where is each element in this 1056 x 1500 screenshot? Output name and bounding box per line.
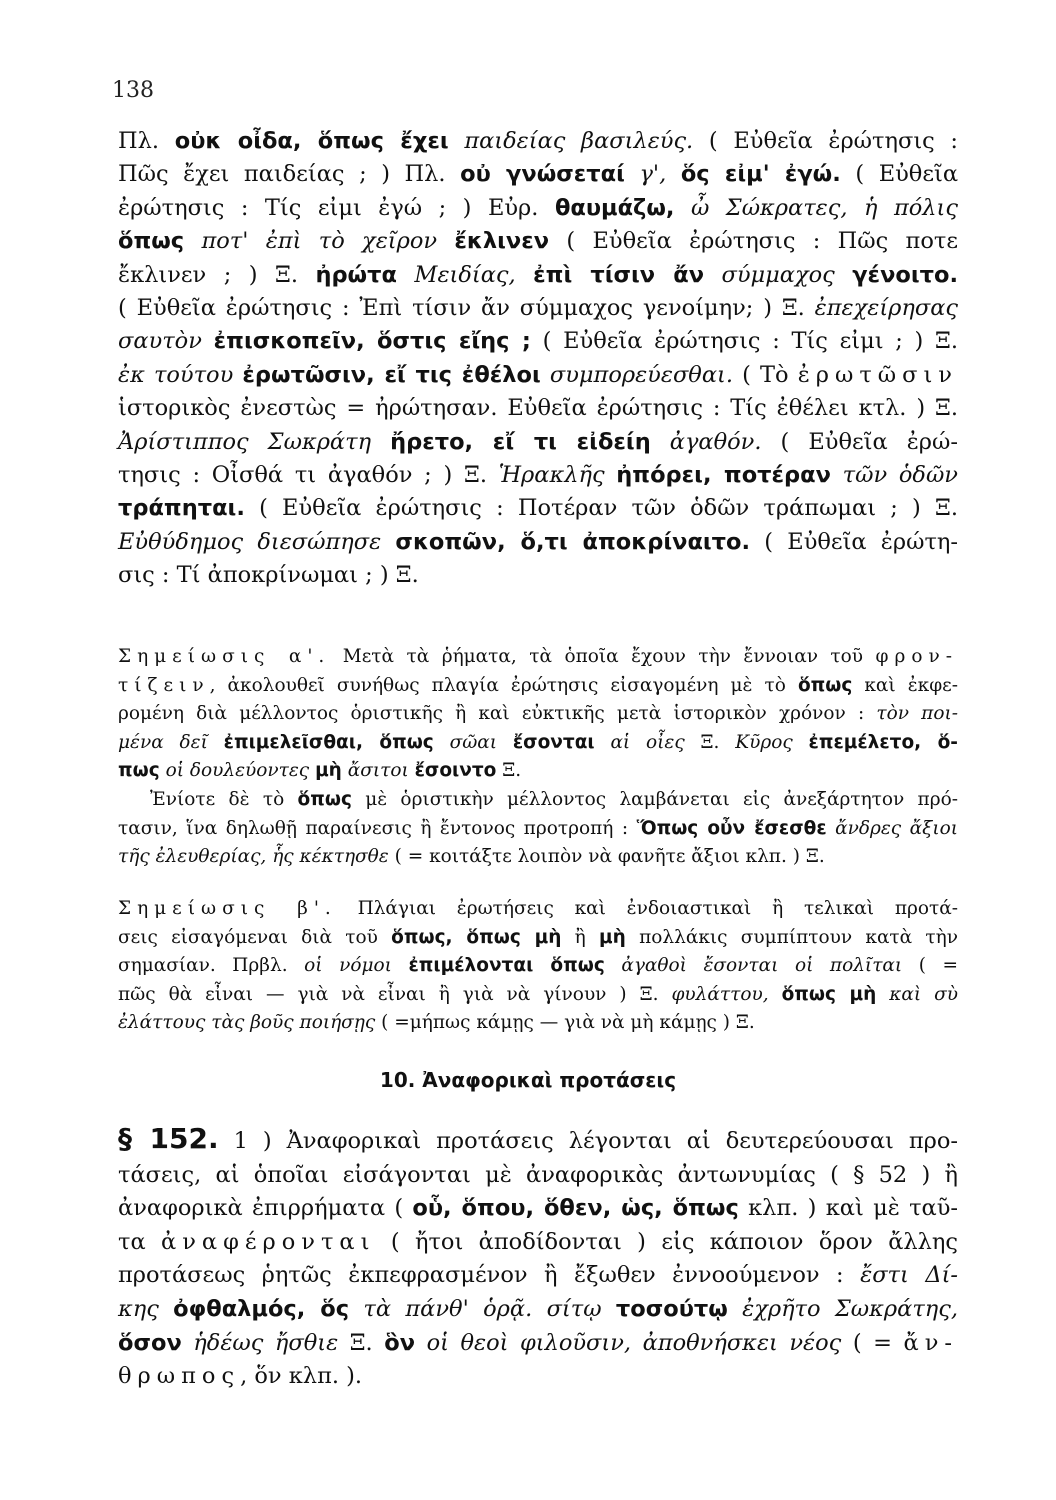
bold-run: ἐπεμέλετο, ὅ-: [808, 731, 958, 753]
text-line: [118, 981, 958, 1010]
text-line: [118, 952, 958, 981]
italic-run: παιδείας βασιλεύς.: [448, 128, 694, 154]
italic-run: τὰ πάνθ' ὁρᾷ. σίτῳ: [349, 1295, 616, 1322]
text-run: ( Εὐθεῖα ἐρώτησις : Ποτέραν τῶν ὁδῶν τράπωμαι ; ) Ξ.: [244, 495, 958, 522]
italic-run: σύμμαχος: [704, 261, 853, 288]
bold-run: γένοιτο.: [852, 261, 958, 288]
text-line: [118, 1122, 958, 1159]
bold-run: οὐ γνώσεταί: [460, 161, 625, 188]
text-line: [118, 1259, 958, 1293]
text-line: [118, 757, 958, 786]
note-alpha: [118, 643, 958, 872]
bold-run: ὅπως: [297, 788, 352, 810]
section-heading: 10. Ἀναφορικαὶ προτάσεις: [379, 1068, 677, 1092]
italic-run: ἐχρῆτο Σωκράτης,: [727, 1295, 958, 1322]
text-line: [118, 672, 958, 701]
text-line: [118, 815, 958, 844]
text-line: [118, 259, 958, 292]
spaced-run: θρωπος: [118, 1363, 241, 1390]
italic-run: φυλάττου,: [671, 983, 782, 1005]
bold-run: ἠρώτα: [315, 261, 397, 288]
text-line: [118, 1009, 958, 1038]
italic-run: ὦ Σώκρατες, ἡ πόλις: [674, 194, 958, 221]
bold-run: τοσούτῳ: [615, 1295, 728, 1322]
italic-run: οἱ δουλεύοντες: [159, 760, 316, 782]
bold-run: ὅπως: [118, 228, 185, 255]
italic-run: ἄνδρες ἄξιοι: [826, 817, 958, 839]
text-line: [118, 392, 958, 425]
text-run: ρομένη διὰ μέλλοντος ὁριστικῆς ἢ καὶ εὐκτικῆς μετὰ ἱστορικὸν χρόνον :: [118, 703, 877, 725]
bold-run: ὅς εἰμ' ἐγώ.: [680, 161, 841, 188]
bold-run: ἐπιμελεῖσθαι, ὅπως: [223, 731, 434, 753]
bold-run: ὅσον: [118, 1329, 182, 1356]
bold-run: ὅπως μὴ: [781, 983, 877, 1005]
text-run: ( Εὐθεῖα ἐρώτησις : Ἐπὶ τίσιν ἄν σύμμαχος γενοίμην; ) Ξ.: [118, 295, 815, 322]
italic-run: ἐλάττους τὰς βοῦς ποιήσῃς: [118, 1012, 376, 1034]
italic-run: γ',: [624, 161, 681, 188]
bold-run: οὐκ οἶδα, ὅπως ἔχει: [174, 128, 449, 154]
italic-run: ἀγαθοὶ ἔσονται οἱ πολῖται: [604, 955, 903, 977]
text-run: ( ἤτοι ἀποδίδονται ) εἰς κάποιον ὅρον ἄλλης: [375, 1228, 958, 1255]
text-run: ( =: [902, 955, 959, 977]
text-line: [118, 192, 958, 225]
italic-run: Κῦρος: [735, 731, 809, 753]
italic-run: Εὐθύδημος διεσώπησε: [118, 528, 396, 555]
note-label: Σημείωσις α'.: [118, 646, 331, 667]
main-paragraph: [118, 125, 958, 593]
text-run: πολλάκις συμπίπτουν κατὰ τὴν: [625, 926, 958, 948]
text-run: ἢ: [561, 926, 600, 948]
italic-run: ποτ' ἐπὶ τὸ χεῖρον: [184, 228, 455, 255]
text-line: [118, 895, 958, 924]
bold-run: μὴ: [315, 760, 342, 782]
bold-run: ἐπιμέλονται ὅπως: [408, 955, 605, 977]
text-run: τησις : Οἶσθά τι ἀγαθόν ; ) Ξ.: [118, 462, 499, 489]
text-run: ( Εὐθεῖα ἐρώτησις : Τίς εἰμι ; ) Ξ.: [530, 328, 959, 355]
text-line: [118, 1360, 958, 1394]
bold-run: ἔσοιντο: [414, 760, 497, 782]
italic-run: μένα δεῖ: [118, 731, 224, 753]
text-line: [118, 292, 958, 325]
text-run: Μετὰ τὰ ῥήματα, τὰ ὁποῖα ἔχουν τὴν ἔννοιαν τοῦ: [330, 646, 876, 667]
text-line: [118, 492, 958, 525]
italic-run: ἀγαθόν.: [650, 428, 762, 455]
italic-run: οἱ νόμοι: [304, 955, 409, 977]
text-run: ἀναφορικὰ ἐπιρρήματα (: [118, 1195, 413, 1222]
bold-run: τράπηται.: [118, 495, 245, 522]
text-run: ἱστορικὸς ἐνεστὼς = ἠρώτησαν. Εὐθεῖα ἐρώτησις : Τίς ἐθέλει κτλ. ) Ξ.: [118, 395, 958, 422]
text-run: Πλ.: [118, 128, 175, 154]
bold-run: ἐπὶ τίσιν ἄν: [533, 261, 705, 288]
text-line: [118, 1192, 958, 1226]
italic-run: κης: [118, 1295, 174, 1322]
bold-run: ἔσονται: [512, 731, 595, 753]
text-run: τα: [118, 1228, 162, 1255]
bold-run: μὴ: [599, 926, 626, 948]
text-run: ( Εὐθεῖα ἐρώ-: [761, 428, 958, 455]
note-beta: [118, 895, 958, 1038]
text-line: [118, 225, 958, 258]
bold-run: ἤρετο, εἴ τι εἰδείη: [390, 428, 651, 455]
text-run: ( =: [841, 1329, 904, 1356]
section-number: § 152.: [118, 1122, 219, 1155]
italic-run: αἱ οἶες: [594, 731, 685, 753]
text-run: πῶς θὰ εἶναι — γιὰ νὰ εἶναι ἢ γιὰ νὰ γίνουν ) Ξ.: [118, 983, 672, 1005]
bold-run: ὃν: [384, 1329, 416, 1356]
text-run: Πῶς ἔχει παιδείας ; ) Πλ.: [118, 161, 461, 188]
text-run: σημασίαν. Πρβλ.: [118, 955, 305, 977]
text-line: [118, 325, 958, 358]
italic-run: οἱ θεοὶ φιλοῦσιν, ἀποθνήσκει νέος: [415, 1329, 842, 1356]
italic-run: τὸν ποι-: [876, 703, 958, 725]
text-line: [118, 526, 958, 559]
text-line: [118, 843, 958, 872]
spaced-run: φρον-: [875, 646, 958, 667]
bold-run: ἐπισκοπεῖν, ὅστις εἴης ;: [213, 328, 531, 355]
italic-run: ἐπεχείρησας: [814, 295, 958, 322]
bold-run: οὗ, ὅπου, ὅθεν, ὡς, ὅπως: [412, 1195, 739, 1222]
text-run: ( Εὐθεῖα ἐρώτησις :: [693, 128, 959, 154]
text-run: τασιν, ἵνα δηλωθῇ παραίνεσις ἢ ἔντονος προτροπή :: [118, 817, 637, 839]
italic-run: ἄσιτοι: [341, 760, 415, 782]
italic-run: τῆς ἐλευθερίας, ἧς κέκτησθε: [118, 846, 389, 868]
text-run: 1 ) Ἀναφορικαὶ προτάσεις λέγονται αἱ δευτερεύουσαι προ-: [218, 1128, 958, 1154]
text-run: ( Τὸ: [733, 361, 798, 388]
bold-run: ἠπόρει, ποτέραν: [616, 462, 831, 489]
page-number: 138: [112, 78, 154, 103]
section-152-paragraph: [118, 1122, 958, 1394]
text-line: [118, 786, 958, 815]
italic-run: σῶαι: [433, 731, 513, 753]
text-line: [118, 1327, 958, 1361]
text-line: [118, 729, 958, 758]
text-line: [118, 1226, 958, 1260]
italic-run: Ἀρίστιππος Σωκράτη: [118, 428, 391, 455]
text-run: τάσεις, αἱ ὁποῖαι εἰσάγονται μὲ ἀναφορικὰς ἀντωνυμίας ( § 52 ) ἢ: [118, 1161, 958, 1188]
text-line: [118, 1293, 958, 1327]
italic-run: συμπορεύεσθαι.: [540, 361, 734, 388]
spaced-run: ἀναφέρονται: [161, 1228, 376, 1255]
spaced-run: τίζειν: [118, 674, 210, 696]
text-run: σεις εἰσαγόμεναι διὰ τοῦ: [118, 926, 392, 948]
bold-run: ὅπως, ὅπως μὴ: [391, 926, 562, 948]
text-line: [118, 158, 958, 191]
text-run: ἔκλινεν ; ) Ξ.: [118, 261, 316, 288]
text-line: [118, 426, 958, 459]
text-run: ( = κοιτάξτε λοιπὸν νὰ φανῆτε ἄξιοι κλπ. ) Ξ.: [388, 846, 825, 868]
text-run: ( =μήπως κάμῃς — γιὰ νὰ μὴ κάμῃς ) Ξ.: [375, 1012, 755, 1034]
text-run: , ὅν κλπ. ).: [240, 1363, 363, 1390]
bold-run: ἐρωτῶσιν, εἴ τις ἐθέλοι: [242, 361, 541, 388]
note-label: Σημείωσις β'.: [118, 898, 337, 919]
italic-run: καὶ σὺ: [876, 983, 958, 1005]
text-run: Ξ.: [684, 731, 736, 753]
text-line: [118, 924, 958, 953]
text-run: μὲ ὁριστικὴν μέλλοντος λαμβάνεται εἰς ἀνεξάρτητον πρό-: [351, 788, 958, 810]
text-run: , ἀκολουθεῖ συνήθως πλαγία ἐρώτησις εἰσαγομένη μὲ τὸ: [209, 674, 798, 696]
text-run: καὶ ἐκφε-: [852, 674, 958, 696]
text-run: Ξ.: [496, 760, 522, 782]
text-run: σις : Τί ἀποκρίνωμαι ; ) Ξ.: [118, 562, 419, 589]
italic-run: ἔστι Δί-: [860, 1262, 958, 1289]
text-line: [118, 125, 958, 158]
text-run: ( Εὐθεῖα ἐρώτη-: [750, 528, 958, 555]
bold-run: ἔκλινεν: [454, 228, 550, 255]
text-line: [118, 1159, 958, 1193]
spaced-run: ἄν-: [903, 1329, 958, 1356]
text-run: ἐρώτησις : Τίς εἰμι ἐγώ ; ) Εὐρ.: [118, 194, 555, 221]
text-line: [118, 559, 958, 592]
text-line: [118, 459, 958, 492]
text-run: Ἐνίοτε δὲ τὸ: [150, 788, 298, 810]
text-run: ( Εὐθεῖα ἐρώτησις : Πῶς ποτε: [549, 228, 958, 255]
bold-run: Ὅπως οὖν ἔσεσθε: [636, 817, 827, 839]
italic-run: ἡδέως ἤσθιε: [181, 1329, 339, 1356]
italic-run: τῶν ὁδῶν: [830, 462, 958, 489]
text-line: [118, 359, 958, 392]
text-line: [118, 643, 958, 672]
italic-run: Μειδίας,: [396, 261, 534, 288]
italic-run: ἐκ τούτου: [118, 361, 243, 388]
bold-run: πως: [118, 760, 160, 782]
text-run: Πλάγιαι ἐρωτήσεις καὶ ἐνδοιαστικαὶ ἢ τελικαὶ προτά-: [336, 898, 958, 919]
text-run: ( Εὐθεῖα: [840, 161, 959, 188]
bold-run: ὀφθαλμός, ὅς: [173, 1295, 350, 1322]
bold-run: θαυμάζω,: [554, 194, 675, 221]
spaced-run: ἐρωτῶσιν: [797, 361, 958, 388]
text-run: Ξ.: [338, 1329, 385, 1356]
italic-run: Ἡρακλῆς: [498, 462, 617, 489]
italic-run: σαυτὸν: [118, 328, 214, 355]
text-run: κλπ. ) καὶ μὲ ταῦ-: [738, 1195, 958, 1222]
text-line: [118, 700, 958, 729]
bold-run: σκοπῶν, ὅ,τι ἀποκρίναιτο.: [395, 528, 751, 555]
text-run: προτάσεως ῥητῶς ἐκπεφρασμένον ἢ ἔξωθεν ἐννοούμενον :: [118, 1262, 861, 1289]
bold-run: ὅπως: [797, 674, 853, 696]
